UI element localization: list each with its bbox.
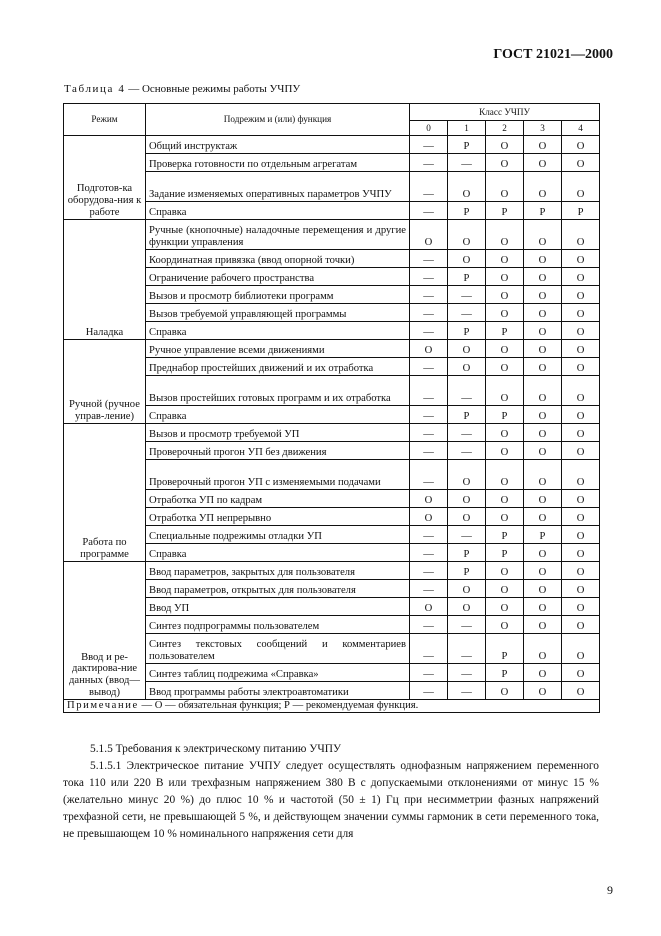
class-value-cell: — <box>410 682 448 700</box>
class-value-cell: О <box>562 664 600 682</box>
function-cell: Справка <box>146 202 410 220</box>
class-value-cell: О <box>486 562 524 580</box>
class-value-cell: О <box>524 154 562 172</box>
class-value-cell: О <box>562 172 600 202</box>
class-value-cell: О <box>524 562 562 580</box>
class-value-cell: — <box>448 616 486 634</box>
class-value-cell: О <box>524 406 562 424</box>
function-cell: Вызов и просмотр библиотеки программ <box>146 286 410 304</box>
class-value-cell: О <box>562 220 600 250</box>
class-value-cell: Р <box>448 406 486 424</box>
class-value-cell: О <box>524 598 562 616</box>
class-value-cell: Р <box>486 322 524 340</box>
class-value-cell: — <box>448 442 486 460</box>
function-cell: Вызов и просмотр требуемой УП <box>146 424 410 442</box>
mode-cell: Наладка <box>64 220 146 340</box>
function-cell: Специальные подрежимы отладки УП <box>146 526 410 544</box>
class-value-cell: О <box>562 286 600 304</box>
mode-cell: Ввод и ре-дактирова-ние данных (ввод—вывод) <box>64 562 146 700</box>
mode-cell: Работа по программе <box>64 424 146 562</box>
function-cell: Вызов простейших готовых программ и их отработка <box>146 376 410 406</box>
class-value-cell: О <box>486 154 524 172</box>
class-value-cell: О <box>524 358 562 376</box>
class-value-cell: О <box>410 490 448 508</box>
note-text: — О — обязательная функция; Р — рекомендуемая функция. <box>138 700 419 711</box>
class-value-cell: — <box>410 322 448 340</box>
class-number-header: 4 <box>562 121 600 136</box>
class-value-cell: О <box>562 544 600 562</box>
function-cell: Синтез подпрограммы пользователем <box>146 616 410 634</box>
class-value-cell: О <box>524 136 562 154</box>
class-value-cell: О <box>562 304 600 322</box>
class-value-cell: О <box>562 322 600 340</box>
class-number-header: 3 <box>524 121 562 136</box>
class-value-cell: Р <box>486 544 524 562</box>
class-value-cell: О <box>524 580 562 598</box>
function-cell: Справка <box>146 544 410 562</box>
class-value-cell: О <box>524 250 562 268</box>
class-value-cell: Р <box>448 268 486 286</box>
class-value-cell: О <box>486 376 524 406</box>
function-cell: Общий инструктаж <box>146 136 410 154</box>
table-row <box>64 136 600 154</box>
function-cell: Синтез текстовых сообщений и комментариев пользователем <box>146 634 410 664</box>
class-value-cell: — <box>410 268 448 286</box>
class-number-header: 2 <box>486 121 524 136</box>
class-value-cell: О <box>486 304 524 322</box>
class-value-cell: О <box>524 508 562 526</box>
class-value-cell: — <box>410 136 448 154</box>
function-cell: Ввод программы работы электроавтоматики <box>146 682 410 700</box>
function-cell: Проверка готовности по отдельным агрегатам <box>146 154 410 172</box>
class-value-cell: — <box>448 664 486 682</box>
note-label: Примечание <box>67 700 139 711</box>
class-value-cell: О <box>410 220 448 250</box>
class-value-cell: О <box>524 544 562 562</box>
class-value-cell: О <box>448 358 486 376</box>
table-row <box>64 340 600 358</box>
class-value-cell: О <box>448 490 486 508</box>
class-value-cell: — <box>410 250 448 268</box>
class-value-cell: О <box>562 136 600 154</box>
class-value-cell: О <box>448 340 486 358</box>
class-value-cell: О <box>562 442 600 460</box>
class-value-cell: — <box>448 286 486 304</box>
class-value-cell: Р <box>486 634 524 664</box>
class-value-cell: — <box>410 406 448 424</box>
class-value-cell: О <box>524 664 562 682</box>
function-cell: Вызов требуемой управляющей программы <box>146 304 410 322</box>
class-value-cell: О <box>524 424 562 442</box>
function-cell: Задание изменяемых оперативных параметров УЧПУ <box>146 172 410 202</box>
class-value-cell: Р <box>486 664 524 682</box>
table-row <box>64 220 600 250</box>
class-value-cell: Р <box>448 322 486 340</box>
function-cell: Ограничение рабочего пространства <box>146 268 410 286</box>
section-heading: 5.1.5 Требования к электрическому питанию УЧПУ <box>90 743 342 755</box>
section-paragraph: 5.1.5.1 Электрическое питание УЧПУ следует осуществлять однофазным напряжением переменного тока 110 или 220 В или трехфазным напряжением 380 В с допускаемыми отклонениями от минус 15 % (желательно минус 20 %) до плюс 10 % и частотой (50 ± 1) Гц при несимметрии фазных напряжений трехфазной сети, не превышающей 5 %, и действующем значении суммы гармоник в сети переменного тока, не превышающем 10 % номинального напряжения сети для <box>63 760 599 840</box>
class-value-cell: О <box>486 136 524 154</box>
class-value-cell: О <box>448 598 486 616</box>
class-value-cell: Р <box>486 406 524 424</box>
class-value-cell: — <box>448 424 486 442</box>
function-cell: Проверочный прогон УП без движения <box>146 442 410 460</box>
class-value-cell: О <box>486 580 524 598</box>
class-value-cell: — <box>410 304 448 322</box>
class-value-cell: О <box>562 154 600 172</box>
class-value-cell: О <box>562 406 600 424</box>
table-caption <box>64 83 300 95</box>
function-cell: Ввод параметров, закрытых для пользователя <box>146 562 410 580</box>
class-value-cell: — <box>410 526 448 544</box>
class-value-cell: О <box>562 562 600 580</box>
class-value-cell: О <box>562 460 600 490</box>
class-value-cell: Р <box>562 202 600 220</box>
class-value-cell: О <box>448 460 486 490</box>
class-value-cell: О <box>562 634 600 664</box>
class-value-cell: — <box>410 286 448 304</box>
function-cell: Справка <box>146 322 410 340</box>
class-value-cell: Р <box>486 526 524 544</box>
class-value-cell: О <box>448 508 486 526</box>
class-value-cell: О <box>448 250 486 268</box>
class-value-cell: — <box>410 580 448 598</box>
class-value-cell: О <box>524 220 562 250</box>
function-cell: Координатная привязка (ввод опорной точки) <box>146 250 410 268</box>
class-value-cell: О <box>486 268 524 286</box>
class-value-cell: О <box>486 250 524 268</box>
class-value-cell: О <box>524 340 562 358</box>
class-value-cell: — <box>448 376 486 406</box>
class-value-cell: О <box>448 172 486 202</box>
function-cell: Ввод параметров, открытых для пользователя <box>146 580 410 598</box>
mode-cell: Подготов-ка оборудова-ния к работе <box>64 136 146 220</box>
class-value-cell: О <box>486 358 524 376</box>
class-value-cell: О <box>562 424 600 442</box>
class-value-cell: О <box>486 220 524 250</box>
function-cell: Ввод УП <box>146 598 410 616</box>
class-value-cell: О <box>562 580 600 598</box>
class-value-cell: О <box>486 682 524 700</box>
class-value-cell: О <box>524 376 562 406</box>
class-value-cell: О <box>562 358 600 376</box>
class-value-cell: — <box>410 376 448 406</box>
class-value-cell: Р <box>524 202 562 220</box>
table-note <box>64 700 600 713</box>
class-value-cell: О <box>524 616 562 634</box>
class-value-cell: О <box>486 508 524 526</box>
class-value-cell: О <box>410 598 448 616</box>
class-value-cell: О <box>486 424 524 442</box>
class-value-cell: О <box>486 172 524 202</box>
function-cell: Ручное управление всеми движениями <box>146 340 410 358</box>
class-value-cell: Р <box>448 136 486 154</box>
class-value-cell: — <box>448 682 486 700</box>
class-value-cell: О <box>562 598 600 616</box>
class-value-cell: — <box>410 460 448 490</box>
class-value-cell: О <box>524 634 562 664</box>
function-cell: Синтез таблиц подрежима «Справка» <box>146 664 410 682</box>
class-value-cell: О <box>524 682 562 700</box>
class-value-cell: — <box>410 634 448 664</box>
class-value-cell: Р <box>524 526 562 544</box>
function-cell: Ручные (кнопочные) наладочные перемещения и другие функции управления <box>146 220 410 250</box>
class-value-cell: О <box>410 340 448 358</box>
col-class-header: Класс УЧПУ <box>410 104 600 121</box>
class-value-cell: — <box>410 616 448 634</box>
class-value-cell: О <box>486 460 524 490</box>
class-value-cell: — <box>448 634 486 664</box>
class-value-cell: О <box>524 442 562 460</box>
function-cell: Отработка УП непрерывно <box>146 508 410 526</box>
col-mode-header: Режим <box>64 104 146 136</box>
class-value-cell: О <box>562 616 600 634</box>
body-text <box>63 741 599 843</box>
function-cell: Справка <box>146 406 410 424</box>
class-value-cell: О <box>562 250 600 268</box>
page-number: 9 <box>607 883 613 897</box>
class-value-cell: О <box>524 460 562 490</box>
class-value-cell: О <box>486 616 524 634</box>
class-value-cell: — <box>410 562 448 580</box>
class-value-cell: — <box>448 154 486 172</box>
class-value-cell: О <box>486 340 524 358</box>
class-value-cell: О <box>524 268 562 286</box>
class-value-cell: О <box>524 286 562 304</box>
class-number-header: 0 <box>410 121 448 136</box>
class-value-cell: — <box>410 172 448 202</box>
class-value-cell: О <box>562 526 600 544</box>
class-value-cell: О <box>562 340 600 358</box>
class-value-cell: О <box>448 580 486 598</box>
table-row <box>64 424 600 442</box>
class-value-cell: О <box>486 598 524 616</box>
class-value-cell: О <box>524 490 562 508</box>
class-value-cell: О <box>448 220 486 250</box>
class-value-cell: Р <box>486 202 524 220</box>
class-value-cell: Р <box>448 562 486 580</box>
class-value-cell: О <box>562 508 600 526</box>
class-value-cell: О <box>562 268 600 286</box>
class-value-cell: О <box>562 490 600 508</box>
class-value-cell: — <box>410 202 448 220</box>
class-value-cell: — <box>410 154 448 172</box>
caption-text: — Основные режимы работы УЧПУ <box>125 83 301 95</box>
class-value-cell: Р <box>448 202 486 220</box>
table-row <box>64 562 600 580</box>
class-value-cell: О <box>524 322 562 340</box>
modes-table <box>63 103 600 713</box>
class-value-cell: Р <box>448 544 486 562</box>
class-value-cell: О <box>524 304 562 322</box>
document-header: ГОСТ 21021—2000 <box>493 47 613 62</box>
class-value-cell: — <box>410 358 448 376</box>
class-value-cell: — <box>448 526 486 544</box>
function-cell: Отработка УП по кадрам <box>146 490 410 508</box>
class-value-cell: — <box>410 664 448 682</box>
class-value-cell: О <box>524 172 562 202</box>
class-value-cell: О <box>562 376 600 406</box>
function-cell: Проверочный прогон УП с изменяемыми подачами <box>146 460 410 490</box>
class-number-header: 1 <box>448 121 486 136</box>
caption-label: Таблица 4 <box>64 83 126 95</box>
col-function-header: Подрежим и (или) функция <box>146 104 410 136</box>
class-value-cell: О <box>486 490 524 508</box>
mode-cell: Ручной (ручное управ-ление) <box>64 340 146 424</box>
function-cell: Преднабор простейших движений и их отработка <box>146 358 410 376</box>
class-value-cell: — <box>448 304 486 322</box>
class-value-cell: — <box>410 544 448 562</box>
class-value-cell: О <box>486 442 524 460</box>
class-value-cell: О <box>410 508 448 526</box>
table-head <box>64 104 600 136</box>
class-value-cell: — <box>410 442 448 460</box>
class-value-cell: О <box>562 682 600 700</box>
class-value-cell: О <box>486 286 524 304</box>
class-value-cell: — <box>410 424 448 442</box>
